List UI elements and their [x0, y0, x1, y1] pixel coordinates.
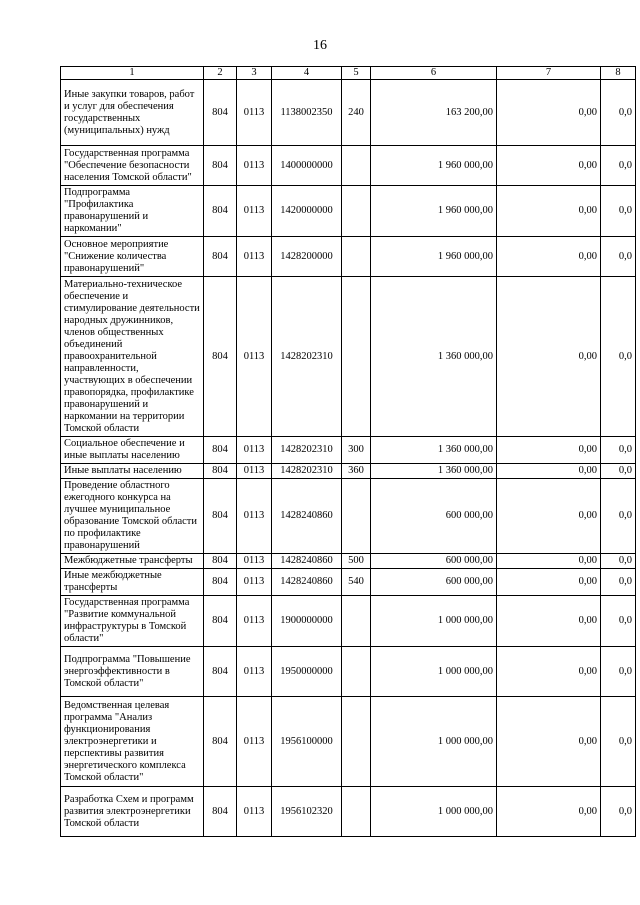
- row-amount-cell: 0,00: [497, 437, 601, 464]
- row-amount-cell: 0,00: [497, 787, 601, 837]
- row-amount-cell: 0,0: [601, 647, 636, 697]
- row-code-cell: 804: [204, 437, 237, 464]
- row-amount-cell: 0,00: [497, 569, 601, 596]
- table-row: [61, 479, 636, 554]
- row-code-cell: 804: [204, 146, 237, 186]
- row-section-cell: 0113: [237, 554, 272, 569]
- row-amount-cell: 1 960 000,00: [371, 186, 497, 237]
- row-name-cell: Материально-техническое обеспечение и стимулирование деятельности народных дружинников, членов общественных объединений правоохранительной направленности, участвующих в обеспечении правопорядка, профилактике правонарушений и наркомании на территории Томской области: [61, 277, 204, 437]
- row-amount-cell: 0,0: [601, 237, 636, 277]
- row-section-cell: 0113: [237, 479, 272, 554]
- row-section-cell: 0113: [237, 80, 272, 146]
- row-expense-type-cell: [342, 277, 371, 437]
- row-amount-cell: 0,00: [497, 186, 601, 237]
- row-code-cell: 804: [204, 80, 237, 146]
- table-header-row: [61, 67, 636, 80]
- row-amount-cell: 1 000 000,00: [371, 596, 497, 647]
- row-target-cell: 1428240860: [272, 479, 342, 554]
- row-code-cell: 804: [204, 596, 237, 647]
- row-name-cell: Ведомственная целевая программа "Анализ функционирования электроэнергетики и перспективы развития энергетического комплекса Томской области": [61, 697, 204, 787]
- row-amount-cell: 0,00: [497, 647, 601, 697]
- page-number: 16: [313, 38, 327, 53]
- row-amount-cell: 0,0: [601, 554, 636, 569]
- row-expense-type-cell: [342, 186, 371, 237]
- row-name-cell: Подпрограмма "Повышение энергоэффективности в Томской области": [61, 647, 204, 697]
- row-code-cell: 804: [204, 554, 237, 569]
- row-section-cell: 0113: [237, 697, 272, 787]
- row-amount-cell: 0,00: [497, 554, 601, 569]
- header-cell: 3: [237, 67, 272, 80]
- row-name-cell: Государственная программа "Обеспечение безопасности населения Томской области": [61, 146, 204, 186]
- row-expense-type-cell: [342, 479, 371, 554]
- header-cell: 2: [204, 67, 237, 80]
- table-row: [61, 554, 636, 569]
- row-amount-cell: 1 000 000,00: [371, 647, 497, 697]
- row-section-cell: 0113: [237, 569, 272, 596]
- row-amount-cell: 1 360 000,00: [371, 464, 497, 479]
- table-row: [61, 697, 636, 787]
- row-amount-cell: 0,00: [497, 277, 601, 437]
- row-code-cell: 804: [204, 569, 237, 596]
- row-section-cell: 0113: [237, 464, 272, 479]
- budget-table: [60, 66, 636, 837]
- row-expense-type-cell: [342, 787, 371, 837]
- row-target-cell: 1900000000: [272, 596, 342, 647]
- row-amount-cell: 600 000,00: [371, 554, 497, 569]
- row-target-cell: 1950000000: [272, 647, 342, 697]
- row-name-cell: Государственная программа "Развитие коммунальной инфраструктуры в Томской области": [61, 596, 204, 647]
- row-target-cell: 1428202310: [272, 277, 342, 437]
- row-name-cell: Иные закупки товаров, работ и услуг для обеспечения государственных (муниципальных) нужд: [61, 80, 204, 146]
- row-name-cell: Иные межбюджетные трансферты: [61, 569, 204, 596]
- row-section-cell: 0113: [237, 237, 272, 277]
- row-expense-type-cell: [342, 146, 371, 186]
- row-code-cell: 804: [204, 277, 237, 437]
- row-amount-cell: 0,00: [497, 596, 601, 647]
- row-expense-type-cell: 500: [342, 554, 371, 569]
- row-amount-cell: 600 000,00: [371, 569, 497, 596]
- row-name-cell: Социальное обеспечение и иные выплаты населению: [61, 437, 204, 464]
- row-amount-cell: 0,0: [601, 186, 636, 237]
- table-row: [61, 186, 636, 237]
- row-code-cell: 804: [204, 647, 237, 697]
- row-name-cell: Проведение областного ежегодного конкурса на лучшее муниципальное образование Томской области по профилактике правонарушений: [61, 479, 204, 554]
- header-cell: 1: [61, 67, 204, 80]
- header-cell: 7: [497, 67, 601, 80]
- row-amount-cell: 1 960 000,00: [371, 237, 497, 277]
- table-row: [61, 464, 636, 479]
- row-name-cell: Основное мероприятие "Снижение количества правонарушений": [61, 237, 204, 277]
- table-row: [61, 596, 636, 647]
- row-amount-cell: 0,0: [601, 464, 636, 479]
- row-amount-cell: 0,0: [601, 596, 636, 647]
- row-amount-cell: 1 960 000,00: [371, 146, 497, 186]
- row-amount-cell: 0,0: [601, 569, 636, 596]
- row-target-cell: 1428202310: [272, 437, 342, 464]
- row-code-cell: 804: [204, 787, 237, 837]
- row-amount-cell: 1 000 000,00: [371, 697, 497, 787]
- row-target-cell: 1400000000: [272, 146, 342, 186]
- row-amount-cell: 1 000 000,00: [371, 787, 497, 837]
- row-amount-cell: 1 360 000,00: [371, 437, 497, 464]
- row-expense-type-cell: [342, 596, 371, 647]
- row-amount-cell: 1 360 000,00: [371, 277, 497, 437]
- row-section-cell: 0113: [237, 647, 272, 697]
- row-amount-cell: 0,00: [497, 464, 601, 479]
- row-expense-type-cell: 540: [342, 569, 371, 596]
- header-cell: 4: [272, 67, 342, 80]
- row-expense-type-cell: [342, 237, 371, 277]
- row-expense-type-cell: [342, 697, 371, 787]
- header-cell: 8: [601, 67, 636, 80]
- row-amount-cell: 600 000,00: [371, 479, 497, 554]
- row-target-cell: 1956102320: [272, 787, 342, 837]
- row-amount-cell: 0,00: [497, 80, 601, 146]
- header-cell: 6: [371, 67, 497, 80]
- row-code-cell: 804: [204, 697, 237, 787]
- row-target-cell: 1420000000: [272, 186, 342, 237]
- row-section-cell: 0113: [237, 146, 272, 186]
- row-name-cell: Разработка Схем и программ развития электроэнергетики Томской области: [61, 787, 204, 837]
- row-amount-cell: 163 200,00: [371, 80, 497, 146]
- table-row: [61, 569, 636, 596]
- row-amount-cell: 0,0: [601, 80, 636, 146]
- table-row: [61, 80, 636, 146]
- table-row: [61, 237, 636, 277]
- row-target-cell: 1138002350: [272, 80, 342, 146]
- row-section-cell: 0113: [237, 787, 272, 837]
- row-expense-type-cell: [342, 647, 371, 697]
- row-target-cell: 1428240860: [272, 569, 342, 596]
- row-name-cell: Иные выплаты населению: [61, 464, 204, 479]
- row-section-cell: 0113: [237, 186, 272, 237]
- row-code-cell: 804: [204, 186, 237, 237]
- row-target-cell: 1428240860: [272, 554, 342, 569]
- row-target-cell: 1956100000: [272, 697, 342, 787]
- row-expense-type-cell: 300: [342, 437, 371, 464]
- header-cell: 5: [342, 67, 371, 80]
- table-row: [61, 647, 636, 697]
- row-amount-cell: 0,00: [497, 479, 601, 554]
- row-amount-cell: 0,0: [601, 697, 636, 787]
- row-code-cell: 804: [204, 479, 237, 554]
- row-amount-cell: 0,0: [601, 787, 636, 837]
- row-amount-cell: 0,00: [497, 697, 601, 787]
- row-target-cell: 1428202310: [272, 464, 342, 479]
- table-row: [61, 437, 636, 464]
- table-row: [61, 787, 636, 837]
- row-code-cell: 804: [204, 464, 237, 479]
- row-name-cell: Подпрограмма "Профилактика правонарушений и наркомании": [61, 186, 204, 237]
- row-amount-cell: 0,0: [601, 146, 636, 186]
- row-section-cell: 0113: [237, 277, 272, 437]
- row-amount-cell: 0,00: [497, 146, 601, 186]
- row-target-cell: 1428200000: [272, 237, 342, 277]
- row-amount-cell: 0,0: [601, 437, 636, 464]
- row-code-cell: 804: [204, 237, 237, 277]
- row-amount-cell: 0,0: [601, 479, 636, 554]
- row-expense-type-cell: 360: [342, 464, 371, 479]
- row-expense-type-cell: 240: [342, 80, 371, 146]
- row-amount-cell: 0,00: [497, 237, 601, 277]
- row-section-cell: 0113: [237, 437, 272, 464]
- row-section-cell: 0113: [237, 596, 272, 647]
- table-row: [61, 146, 636, 186]
- row-amount-cell: 0,0: [601, 277, 636, 437]
- row-name-cell: Межбюджетные трансферты: [61, 554, 204, 569]
- table-row: [61, 277, 636, 437]
